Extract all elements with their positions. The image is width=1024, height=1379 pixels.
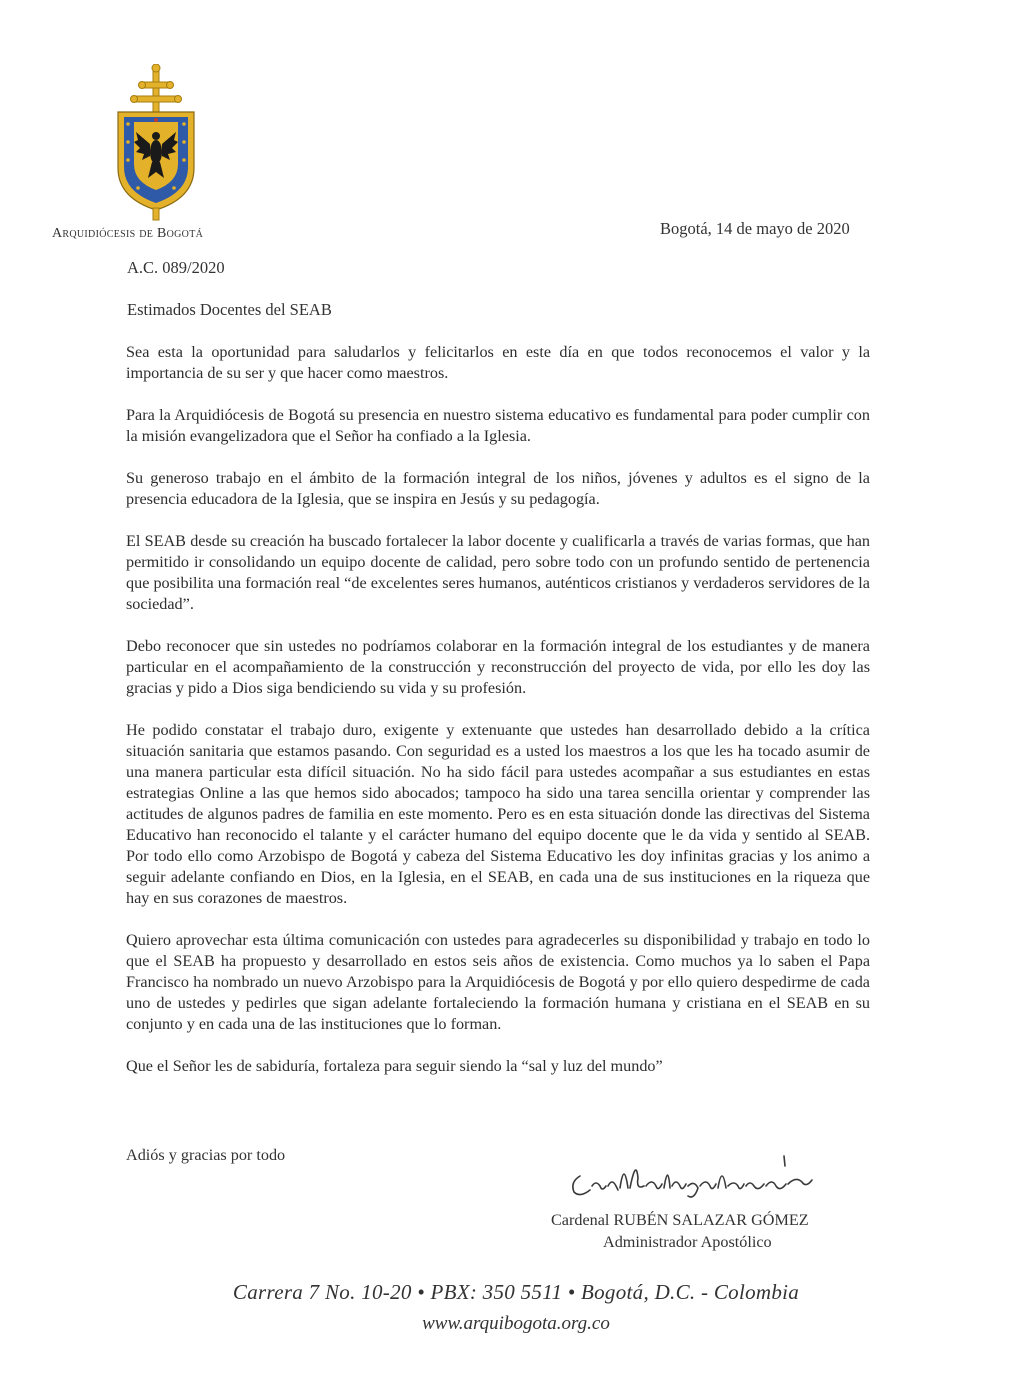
handwritten-signature xyxy=(566,1152,826,1204)
letterhead-footer xyxy=(0,1280,1024,1335)
footer-website[interactable]: www.arquibogota.org.co xyxy=(422,1313,610,1334)
signer-name: Cardenal RUBÉN SALAZAR GÓMEZ xyxy=(551,1211,809,1229)
coat-of-arms-icon xyxy=(108,64,204,222)
paragraph-work: Su generoso trabajo en el ámbito de la formación integral de los niños, jóvenes y adultos es el signo de la presencia educadora de la Iglesia, que se inspira en Jesús y su pedagogía. xyxy=(126,469,870,508)
letter-body xyxy=(126,342,870,1098)
signer-role: Administrador Apostólico xyxy=(603,1233,772,1251)
footer-address: Carrera 7 No. 10-20 • PBX: 350 5511 • Bogotá, D.C. - Colombia xyxy=(232,1280,800,1304)
reference-number: A.C. 089/2020 xyxy=(127,258,225,277)
paragraph-seab: El SEAB desde su creación ha buscado fortalecer la labor docente y cualificarla a través de varias formas, que han permitido ir consolidando un equipo docente de calidad, pero sobre todo con un profundo sentido de pertenencia que posibilita una formación real “de excelentes seres humanos, auténticos cristianos y verdaderos servidores de la sociedad”. xyxy=(126,532,870,613)
paragraph-mission: Para la Arquidiócesis de Bogotá su presencia en nuestro sistema educativo es fundamental para poder cumplir con la misión evangelizadora que el Señor ha confiado a la Iglesia. xyxy=(126,406,870,445)
signer-block xyxy=(551,1209,841,1253)
paragraph-recognition: Debo reconocer que sin ustedes no podríamos colaborar en la formación integral de los estudiantes y de manera particular en el acompañamiento de la construcción y reconstrucción del proyecto de vida, por ello les doy las gracias y pido a Dios siga bendiciendo su vida y su profesión. xyxy=(126,637,870,697)
paragraph-farewell: Quiero aprovechar esta última comunicación con ustedes para agradecerles su disponibilidad y trabajo en todo lo que el SEAB ha propuesto y desarrollado en estos seis años de existencia. Como muchos ya lo saben el Papa Francisco ha nombrado un nuevo Arzobispo para la Arquidiócesis de Bogotá y por ello quiero despedirme de cada uno de ustedes y pedirles que sigan adelante fortaleciendo la formación humana y cristiana en el SEAB en su conjunto y en cada una de las instituciones que lo forman. xyxy=(126,931,870,1033)
letter-date: Bogotá, 14 de mayo de 2020 xyxy=(660,219,850,238)
paragraph-situation: He podido constatar el trabajo duro, exigente y extenuante que ustedes han desarrollado debido a la crítica situación sanitaria que estamos pasando. Con seguridad es a usted los maestros a los que les ha tocado asumir de una manera particular esta difícil situación. No ha sido fácil para ustedes acompañar a sus estudiantes en estas estrategias Online a las que hemos sido abocados; tampoco ha sido una tarea sencilla orientar y comprender las actitudes de algunos padres de familia en este momento. Pero es en esta situación donde las directivas del Sistema Educativo han reconocido el talante y el carácter humano del equipo docente que le da vida y sentido al SEAB. Por todo ello como Arzobispo de Bogotá y cabeza del Sistema Educativo les doy infinitas gracias y los animo a seguir adelante confiando en Dios, en la Iglesia, en el SEAB, en cada una de sus instituciones en la riqueza que hay en sus corazones de maestros. xyxy=(126,721,870,907)
closing-line: Adiós y gracias por todo xyxy=(126,1146,286,1164)
paragraph-blessing: Que el Señor les de sabiduría, fortaleza para seguir siendo la “sal y luz del mundo” xyxy=(126,1057,663,1075)
salutation: Estimados Docentes del SEAB xyxy=(127,300,332,319)
paragraph-greeting: Sea esta la oportunidad para saludarlos y felicitarlos en este día en que todos reconocemos el valor y la importancia de su ser y que hacer como maestros. xyxy=(126,343,870,382)
organization-name: Arquidiócesis de Bogotá xyxy=(52,226,204,241)
